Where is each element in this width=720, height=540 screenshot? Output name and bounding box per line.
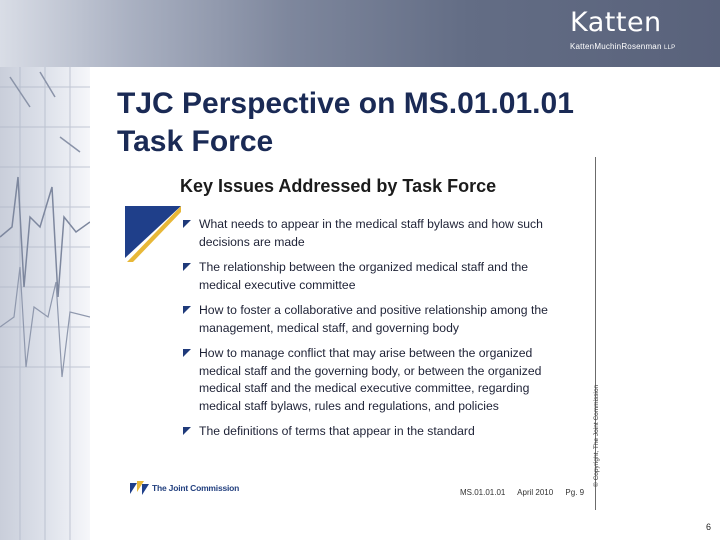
title-line-2: Task Force xyxy=(117,125,274,158)
logo-wordmark: Katten xyxy=(570,7,662,38)
issue-text: The relationship between the organized medical staff and the medical executive committee xyxy=(199,260,529,292)
katten-logo xyxy=(570,8,690,51)
issue-text: What needs to appear in the medical staff bylaws and how such decisions are made xyxy=(199,217,543,249)
inner-slide-heading: Key Issues Addressed by Task Force xyxy=(180,176,497,196)
joint-commission-mark-icon xyxy=(130,480,150,496)
logo-firm-name: KattenMuchinRosenman xyxy=(570,42,662,51)
bullet-icon xyxy=(183,220,191,228)
bullet-icon xyxy=(183,263,191,271)
issue-text: The definitions of terms that appear in the standard xyxy=(199,424,475,438)
embedded-slide xyxy=(123,162,600,507)
footer-page: Pg. 9 xyxy=(565,488,585,497)
bullet-icon xyxy=(183,349,191,357)
title-line-1: TJC Perspective on MS.01.01.01 xyxy=(117,87,574,120)
list-item xyxy=(183,259,563,294)
bullet-icon xyxy=(183,306,191,314)
issues-list xyxy=(183,216,563,449)
footer-standard-code: MS.01.01.01 xyxy=(460,488,506,497)
list-item xyxy=(183,216,563,251)
issue-text: How to foster a collaborative and positive relationship among the management, medical staff, and governing body xyxy=(199,303,548,335)
list-item xyxy=(183,302,563,337)
inner-slide-footer xyxy=(460,488,594,497)
list-item xyxy=(183,423,563,441)
ecg-line-decoration xyxy=(0,67,90,540)
copyright-notice: © Copyright, The Joint Commission xyxy=(593,384,600,487)
footer-date: April 2010 xyxy=(517,488,554,497)
slide-title xyxy=(117,85,677,161)
joint-commission-triangle-icon xyxy=(125,206,181,262)
list-item xyxy=(183,345,563,415)
page-number: 6 xyxy=(706,522,712,532)
joint-commission-name: The Joint Commission xyxy=(152,483,240,493)
logo-subtitle xyxy=(570,42,690,51)
decorative-chart-strip xyxy=(0,67,90,540)
bullet-icon xyxy=(183,427,191,435)
issue-text: How to manage conflict that may arise between the organized medical staff and the governing body, or between the organized medical staff and the medical executive committee, regarding medical staff bylaws, rules and regulations, and policies xyxy=(199,346,542,413)
logo-llp: LLP xyxy=(664,45,676,51)
joint-commission-logo xyxy=(130,480,239,496)
header-banner xyxy=(0,0,720,67)
